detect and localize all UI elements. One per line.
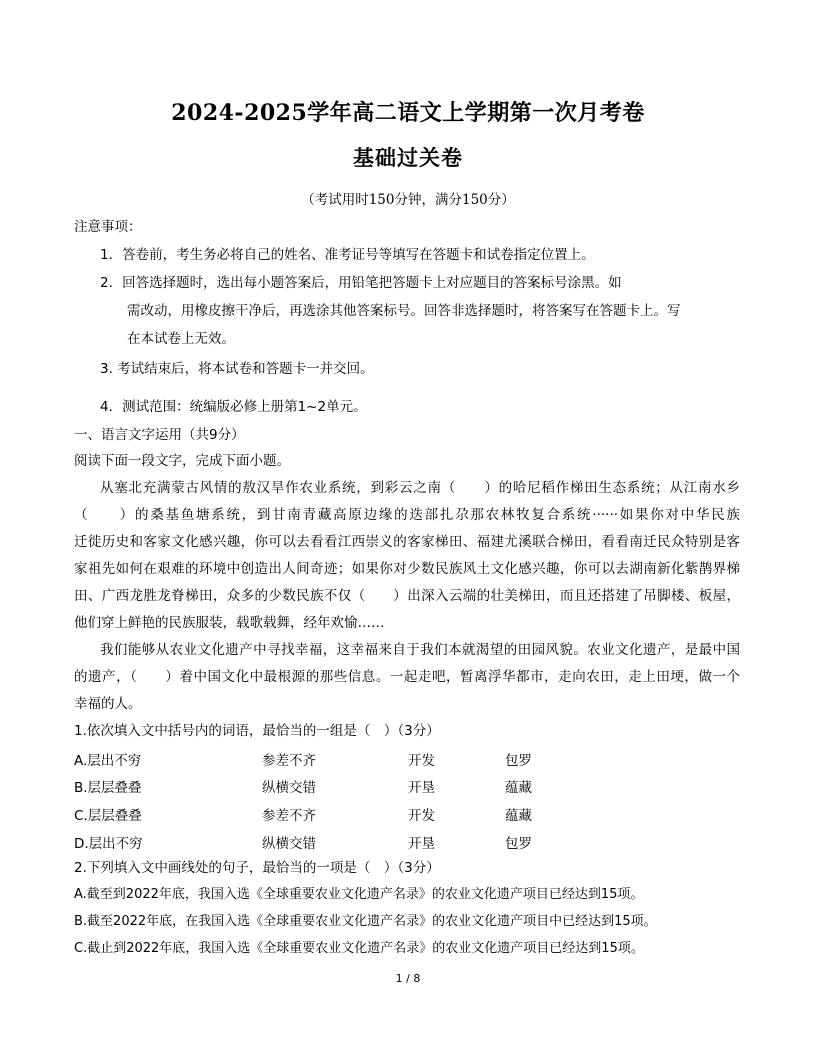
option-word: 开垦 [408,780,435,796]
option-word: 纵横交错 [262,836,316,852]
passage-line: （ ）的桑基鱼塘系统，到甘南青藏高原边缘的迭部扎尕那农林牧复合系统······如果你对中华民族 [74,507,740,523]
page-subtitle: 基础过关卷 [353,145,463,170]
page-number: 1 / 8 [395,972,421,985]
option-word: D.层出不穷 [74,836,143,852]
passage-line: 我们能够从农业文化遗产中寻找幸福，这幸福来自于我们本就渴望的田园风貌。农业文化遗产，是最中国 [100,642,740,658]
option-word: 蕴藏 [505,780,532,796]
question-2-stem: 2.下列填入文中画线处的句子，最恰当的一项是（ ）（3分） [74,860,440,876]
passage-line: 他们穿上鲜艳的民族服装，载歌载舞，经年欢愉…… [74,615,385,631]
note-line: 在本试卷上无效。 [127,331,235,347]
option-word: 参差不齐 [262,753,316,769]
option-word: B.层层叠叠 [74,780,142,796]
exam-info: （考试用时150分钟，满分150分） [301,192,515,208]
question-1-stem: 1.依次填入文中括号内的词语，最恰当的一组是（ ）（3分） [74,723,440,739]
option-word: 开发 [408,753,435,769]
option-word: A.层出不穷 [74,753,142,769]
note-line: 需改动，用橡皮擦干净后，再选涂其他答案标号。回答非选择题时，将答案写在答题卡上。写 [127,303,681,319]
option-word: 包罗 [505,753,532,769]
reading-instruction: 阅读下面一段文字，完成下面小题。 [74,453,290,469]
question-2-option-a: A.截至到2022年底，我国入选《全球重要农业文化遗产名录》的农业文化遗产项目已经达到15项。 [74,887,644,902]
option-word: 蕴藏 [505,808,532,824]
section-heading: 一、语言文字运用（共9分） [74,427,245,443]
passage-line: 幸福的人。 [74,696,142,712]
passage-line: 家祖先如何在艰难的环境中创造出人间奇迹；如果你对少数民族风土文化感兴趣，你可以去湖南新化紫鹊界梯 [74,561,740,577]
note-line: 3. 考试结束后，将本试卷和答题卡一并交回。 [100,361,374,377]
note-line: 2．回答选择题时，选出每小题答案后，用铅笔把答题卡上对应题目的答案标号涂黑。如 [100,275,622,291]
passage-line: 从塞北充满蒙古风情的敖汉旱作农业系统，到彩云之南（ ）的哈尼稻作梯田生态系统；从江南水乡 [100,480,740,496]
option-word: 纵横交错 [262,780,316,796]
note-line: 4．测试范围：统编版必修上册第1~2单元。 [100,399,367,415]
notes-heading: 注意事项： [74,219,142,235]
note-line: 1．答卷前，考生务必将自己的姓名、准考证号等填写在答题卡和试卷指定位置上。 [100,247,595,263]
question-2-option-c: C.截止到2022年底，我国入选《全球重要农业文化遗产名录》的农业文化遗产项目已经达到15项。 [74,941,644,956]
question-2-option-b: B.截至2022年底，在我国入选《全球重要农业文化遗产名录》的农业文化遗产项目中已经达到15项。 [74,914,657,929]
option-word: 开垦 [408,836,435,852]
option-word: 包罗 [505,836,532,852]
passage-line: 迁徙历史和客家文化感兴趣，你可以去看看江西崇义的客家梯田、福建尤溪联合梯田，看看南迁民众特别是客 [74,534,740,550]
passage-line: 的遗产，（ ）着中国文化中最根源的那些信息。一起走吧，暂离浮华都市，走向农田，走上田埂，做一个 [74,669,740,685]
passage-line: 田、广西龙胜龙脊梯田，众多的少数民族不仅（ ）出深入云端的壮美梯田，而且还搭建了吊脚楼、板屋， [74,588,740,604]
option-word: C.层层叠叠 [74,808,142,824]
option-word: 参差不齐 [262,808,316,824]
option-word: 开发 [408,808,435,824]
page-title: 2024-2025学年高二语文上学期第一次月考卷 [171,100,645,126]
